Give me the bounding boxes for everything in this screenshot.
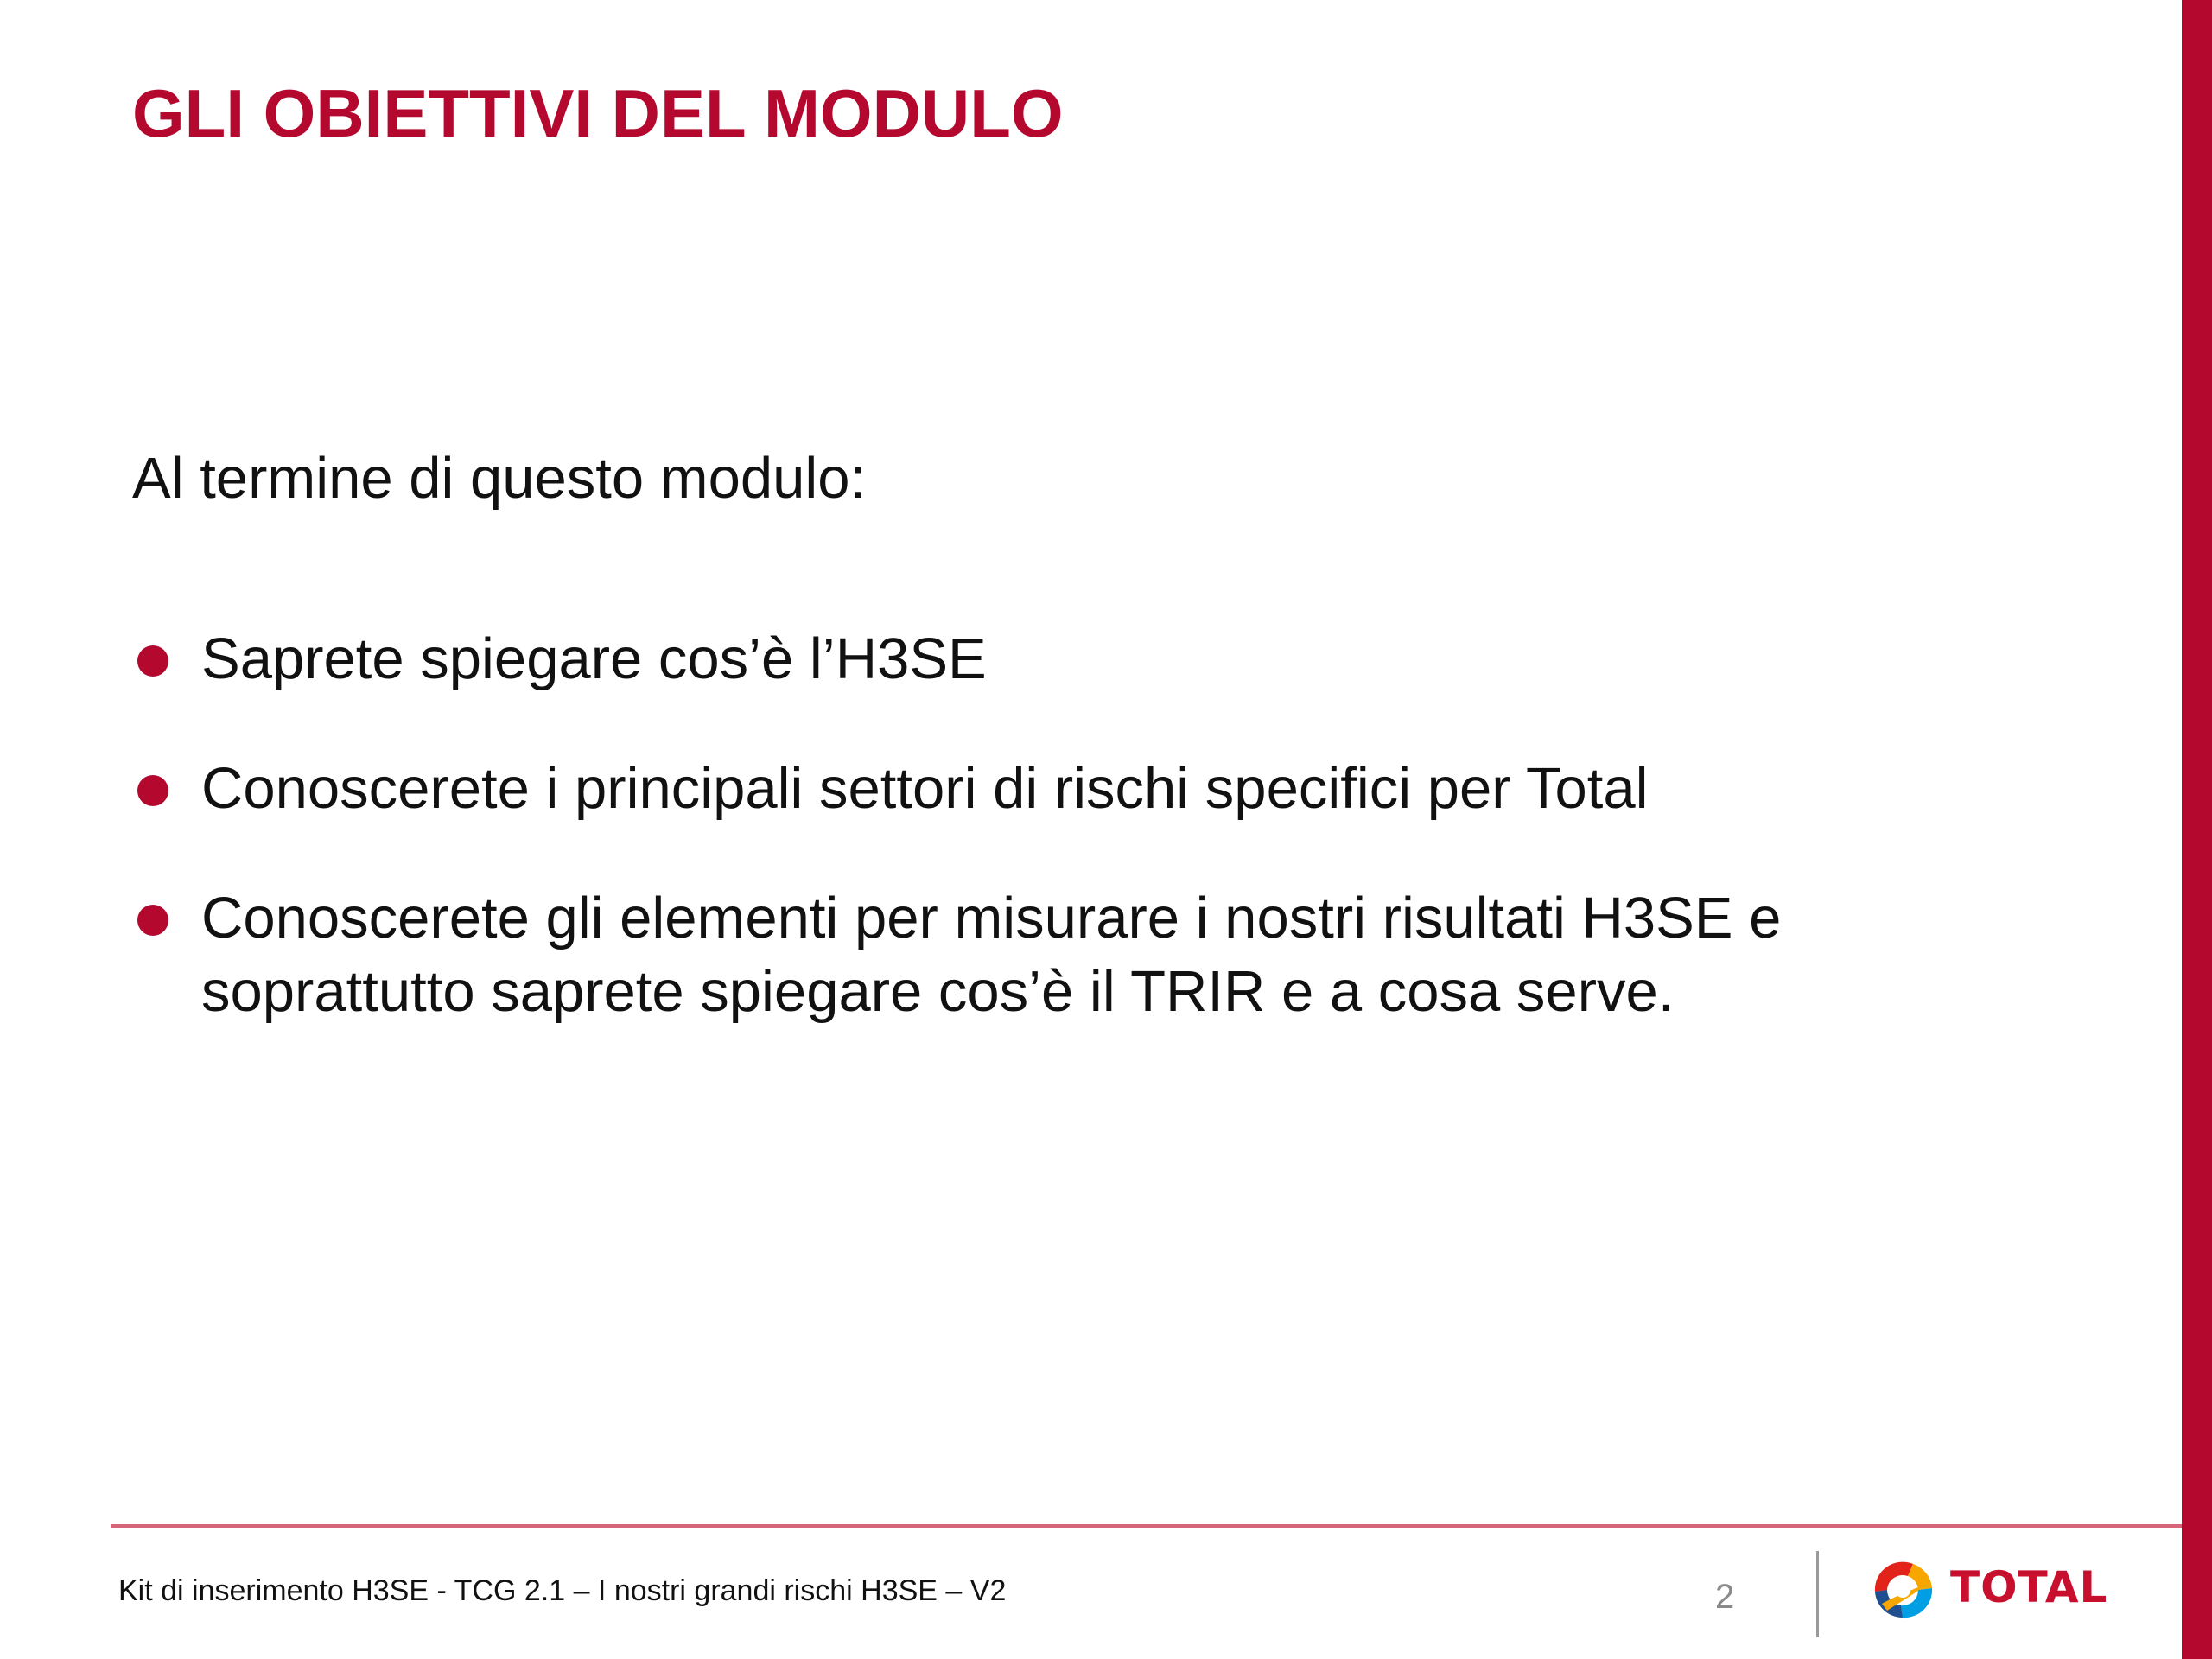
- slide-title: GLI OBIETTIVI DEL MODULO: [132, 75, 1064, 151]
- bullet-dot-icon: [137, 775, 168, 806]
- bullet-text: Saprete spiegare cos’è l’H3SE: [201, 626, 987, 691]
- bullet-dot-icon: [137, 905, 168, 936]
- accent-side-bar: [2182, 0, 2212, 1659]
- page-number: 2: [1715, 1578, 1735, 1616]
- footer-vertical-separator: [1816, 1551, 1819, 1637]
- bullet-item: [132, 752, 2120, 825]
- bullet-list: [132, 622, 2120, 1084]
- bullet-dot-icon: [137, 645, 168, 677]
- bullet-text: Conoscerete i principali settori di rischi specifici per Total: [201, 756, 1649, 821]
- total-logo-icon: [1868, 1555, 1937, 1624]
- footer-divider-line: [111, 1524, 2182, 1528]
- intro-text: Al termine di questo modulo:: [132, 446, 867, 511]
- bullet-item: [132, 622, 2120, 696]
- bullet-text-line-1: Conoscerete gli elementi per misurare i nostri risultati H3SE e: [201, 886, 1782, 950]
- bullet-text-line-2: soprattutto saprete spiegare cos’è il TRIR e a cosa serve.: [201, 959, 1675, 1024]
- bullet-item: [132, 881, 2120, 1028]
- footer-text: Kit di inserimento H3SE - TCG 2.1 – I nostri grandi rischi H3SE – V2: [118, 1574, 1007, 1607]
- total-wordmark: TOTAL: [1950, 1562, 2108, 1612]
- total-logo: [1868, 1554, 2108, 1628]
